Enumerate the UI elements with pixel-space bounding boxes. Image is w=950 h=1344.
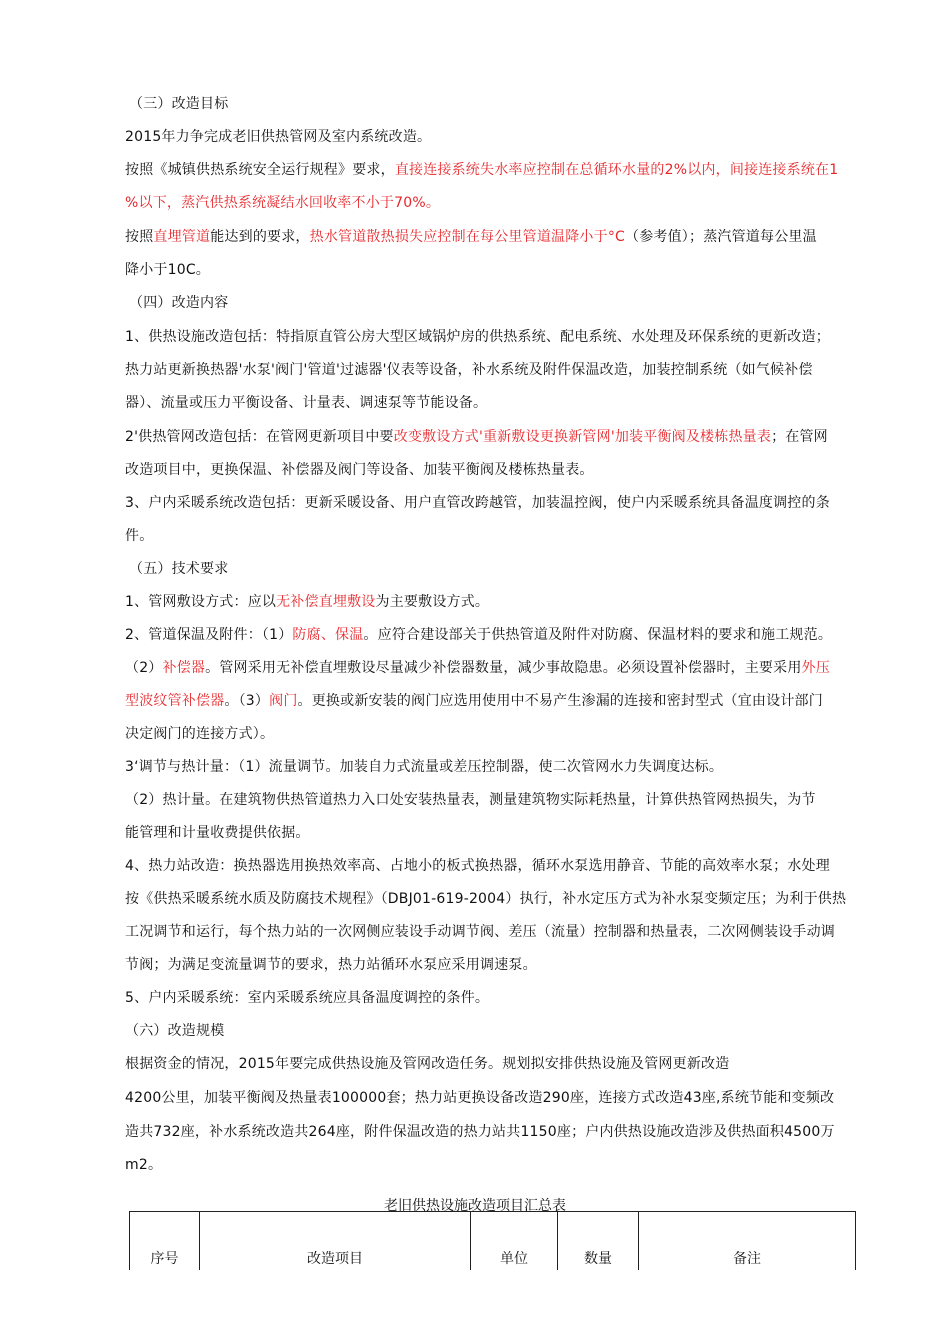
section-heading-5: （五）技术要求 (129, 561, 229, 577)
paragraph-continued: 能管理和计量收费提供依据。 (125, 825, 310, 841)
paragraph: 1、供热设施改造包括：特指原直管公房大型区域锅炉房的供热系统、配电系统、水处理及环保系统的更新改造； (125, 329, 830, 345)
paragraph-continued: 造共732座，补水系统改造共264座，附件保温改造的热力站共1150座；户内供热设施改造涉及供热面积4500万 (125, 1124, 835, 1140)
text: ；在管网 (771, 429, 828, 445)
table-header-cell: 数量 (558, 1212, 639, 1271)
table-header-cell: 备注 (639, 1212, 856, 1271)
paragraph: 3、户内采暖系统改造包括：更新采暖设备、用户直管改跨越管，加装温控阀，使户内采暖系统具备温度调控的条 (125, 495, 830, 511)
paragraph (125, 625, 865, 645)
summary-table (129, 1211, 856, 1270)
table-caption: 老旧供热设施改造项目汇总表 (384, 1198, 566, 1214)
highlight-text: 直接连接系统失水率应控制在总循环水量的2%以内，间接连接系统在1 (394, 162, 839, 178)
paragraph-continued: 件。 (125, 528, 154, 544)
paragraph-continued: （2）热计量。在建筑物供热管道热力入口处安装热量表，测量建筑物实际耗热量，计算供热管网热损失，为节 (125, 792, 816, 808)
paragraph-continued (125, 691, 865, 711)
paragraph: 2015年力争完成老旧供热管网及室内系统改造。 (125, 129, 432, 145)
table-header-cell: 改造项目 (200, 1212, 471, 1271)
paragraph-continued: 降小于10C。 (125, 262, 210, 278)
highlight-text: 无补偿直埋敷设 (276, 594, 376, 610)
paragraph-continued: 器）、流量或压力平衡设备、计量表、调速泵等节能设备。 (125, 395, 488, 411)
paragraph-continued (125, 658, 865, 678)
paragraph (125, 592, 865, 612)
text: 1、管网敷设方式：应以 (125, 594, 277, 610)
paragraph-continued: m2。 (125, 1157, 163, 1173)
section-heading-4: （四）改造内容 (129, 295, 229, 311)
text: （2） (125, 660, 163, 676)
text: 2、管道保温及附件：（1） (125, 627, 293, 643)
text: 。（3） (224, 693, 270, 709)
paragraph-continued: 节阀；为满足变流量调节的要求，热力站循环水泵应采用调速泵。 (125, 957, 537, 973)
highlight-text: %以下，蒸汽供热系统凝结水回收率不小于70%。 (125, 195, 441, 211)
highlight-text: 型波纹管补偿器 (125, 693, 225, 709)
paragraph-continued: 决定阀门的连接方式）。 (125, 726, 275, 742)
table-header-cell: 序号 (130, 1212, 200, 1271)
text: 能达到的要求， (210, 229, 310, 245)
highlight-text: 补偿器 (162, 660, 206, 676)
paragraph (125, 227, 865, 247)
highlight-text: 外压 (801, 660, 830, 676)
paragraph (125, 160, 865, 180)
text: 按照《城镇供热系统安全运行规程》要求， (125, 162, 395, 178)
paragraph-continued: 热力站更新换热器'水泵'阀门'管道'过滤器'仪表等设备，补水系统及附件保温改造，加装控制系统（如气候补偿 (125, 362, 813, 378)
paragraph-continued: 改造项目中，更换保温、补偿器及阀门等设备、加装平衡阀及楼栋热量表。 (125, 462, 594, 478)
section-heading-3: （三）改造目标 (129, 96, 229, 112)
highlight-text: 阀门 (269, 693, 298, 709)
section-heading-6: （六）改造规模 (125, 1023, 225, 1039)
highlight-text: 直埋管道 (153, 229, 211, 245)
text: 。管网采用无补偿直埋敷设尽量减少补偿器数量，减少事故隐患。必须设置补偿器时，主要采用 (205, 660, 802, 676)
text: 为主要敷设方式。 (375, 594, 490, 610)
table-header-row (130, 1212, 856, 1271)
text: （参考值）；蒸汽管道每公里温 (625, 229, 817, 245)
paragraph (125, 427, 865, 447)
highlight-text: 改变敷设方式'重新敷设更换新管网'加装平衡阀及楼栋热量表 (393, 429, 772, 445)
paragraph: 5、户内采暖系统：室内采暖系统应具备温度调控的条件。 (125, 990, 490, 1006)
paragraph-continued: 按《供热采暖系统水质及防腐技术规程》（DBJ01-619-2004）执行，补水定压方式为补水泵变频定压；为利于供热 (125, 891, 847, 907)
paragraph: 根据资金的情况，2015年要完成供热设施及管网改造任务。规划拟安排供热设施及管网更新改造 (125, 1056, 730, 1072)
highlight-text: 防腐、保温 (292, 627, 364, 643)
text: 。应符合建设部关于供热管道及附件对防腐、保温材料的要求和施工规范。 (363, 627, 833, 643)
text: 。更换或新安装的阀门应选用使用中不易产生渗漏的连接和密封型式（宜由设计部门 (297, 693, 823, 709)
paragraph: 4、热力站改造：换热器选用换热效率高、占地小的板式换热器，循环水泵选用静音、节能的高效率水泵；水处理 (125, 858, 830, 874)
paragraph: 3‘调节与热计量：（1）流量调节。加装自力式流量或差压控制器，使二次管网水力失调度达标。 (125, 759, 724, 775)
text: 按照 (125, 229, 154, 245)
text: 2'供热管网改造包括：在管网更新项目中要 (125, 429, 394, 445)
table-header-cell: 单位 (471, 1212, 558, 1271)
paragraph-continued (125, 193, 865, 213)
paragraph-continued: 工况调节和运行，每个热力站的一次网侧应装设手动调节阀、差压（流量）控制器和热量表，二次网侧装设手动调 (125, 924, 835, 940)
paragraph-continued: 4200公里，加装平衡阀及热量表100000套；热力站更换设备改造290座，连接方式改造43座,系统节能和变频改 (125, 1090, 835, 1106)
highlight-text: 热水管道散热损失应控制在每公里管道温降小于°C (309, 229, 625, 245)
